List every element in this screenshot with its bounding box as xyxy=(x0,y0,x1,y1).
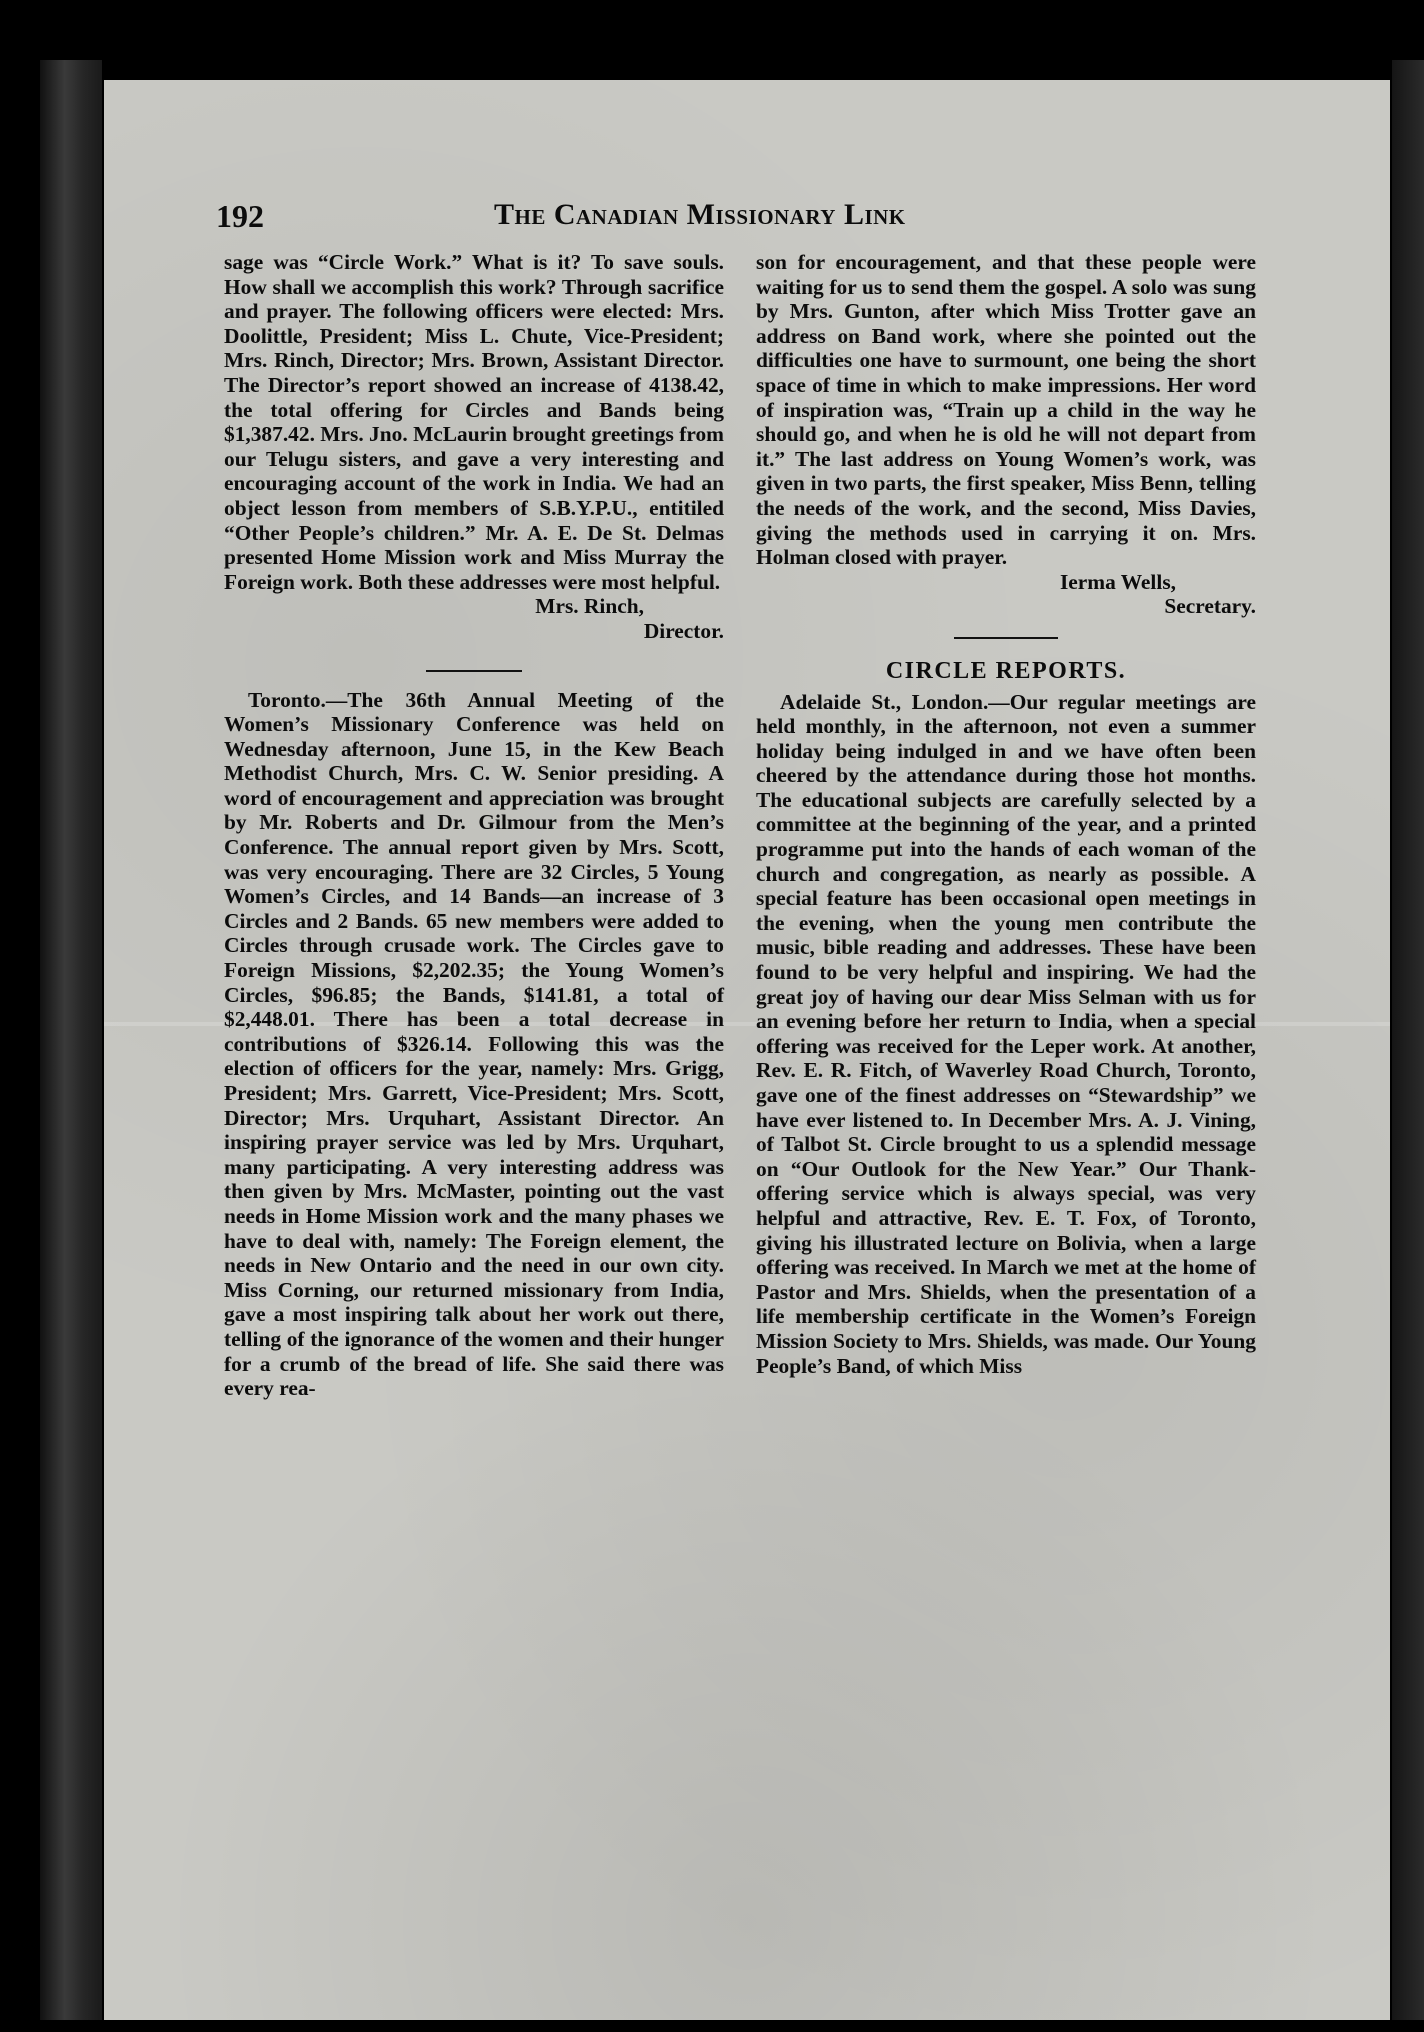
section-divider xyxy=(954,637,1058,639)
document-page xyxy=(104,80,1390,2020)
left-signature-name: Mrs. Rinch, xyxy=(535,594,644,619)
london-report-paragraph: Adelaide St., London.—Our regular meetings are held monthly, in the afternoon, not even a summer holiday being indulged in and we have often been cheered by the attendance during those hot months. The educational subjects are carefully selected by a committee at the beginning of the year, and a printed programme put into the hands of each woman of the church and congregation, as nearly as possible. A special feature has been occasional open meetings in the evening, when the young men contribute the music, bible reading and addresses. These have been found to be very helpful and inspiring. We had the great joy of having our dear Miss Selman with us for an evening before her return to India, when a special offering was received for the Leper work. At another, Rev. E. R. Fitch, of Waverley Road Church, Toronto, gave one of the finest addresses on “Stewardship” we have ever listened to. In December Mrs. A. J. Vining, of Talbot St. Circle brought to us a splendid message on “Our Outlook for the New Year.” Our Thank-offering service which is always special, was very helpful and attractive, Rev. E. T. Fox, of Toronto, giving his illustrated lecture on Bolivia, when a large offering was received. In March we met at the home of Pastor and Mrs. Shields, when the presentation of a life membership certificate in the Women’s Foreign Mission Society to Mrs. Shields, was made. Our Young People’s Band, of which Miss xyxy=(756,689,1256,1378)
facing-page-edge xyxy=(1392,60,1424,2020)
right-column xyxy=(756,250,1256,1378)
running-title: The Canadian Missionary Link xyxy=(494,198,906,231)
right-paragraph-continued: son for encouragement, and that these people were waiting for us to send them the gospel. A solo was sung by Mrs. Gunton, after which Miss Trotter gave an address on Band work, where she pointed out the difficulties one have to surmount, one being the short space of time in which to make impressions. Her word of inspiration was, “Train up a child in the way he should go, and when he is old he will not depart from it.” The last address on Young Women’s work, was given in two parts, the first speaker, Miss Benn, telling the needs of the work, and the second, Miss Davies, giving the methods used in carrying it on. Mrs. Holman closed with prayer. xyxy=(756,250,1256,570)
page-header xyxy=(104,198,1390,238)
section-divider xyxy=(426,670,522,672)
left-paragraph-continued: sage was “Circle Work.” What is it? To save souls. How shall we accomplish this work? Through sacrifice and prayer. The following officers were elected: Mrs. Doolittle, President; Miss L. Chute, Vice-President; Mrs. Rinch, Director; Mrs. Brown, Assistant Director. The Director’s report showed an increase of 4138.42, the total offering for Circles and Bands being $1,387.42. Mrs. Jno. McLaurin brought greetings from our Telugu sisters, and gave a very interesting and encouraging account of the work in India. We had an object lesson from members of S.B.Y.P.U., entitiled “Other People’s children.” Mr. A. E. De St. Delmas presented Home Mission work and Miss Murray the Foreign work. Both these addresses were most helpful. xyxy=(224,250,724,594)
left-column xyxy=(224,250,724,1401)
left-signature-title: Director. xyxy=(643,618,724,643)
right-signature-title: Secretary. xyxy=(1164,594,1256,619)
right-signature-name: Ierma Wells, xyxy=(1059,569,1176,594)
section-heading: CIRCLE REPORTS. xyxy=(885,657,1127,684)
book-spine-edge xyxy=(40,60,102,2020)
page-number: 192 xyxy=(216,198,264,234)
toronto-report-paragraph: Toronto.—The 36th Annual Meeting of the Women’s Missionary Conference was held on Wednesday afternoon, June 15, in the Kew Beach Methodist Church, Mrs. C. W. Senior presiding. A word of encouragement and appreciation was brought by Mr. Roberts and Dr. Gilmour from the Men’s Conference. The annual report given by Mrs. Scott, was very encouraging. There are 32 Circles, 5 Young Women’s Circles, and 14 Bands—an increase of 3 Circles and 2 Bands. 65 new members were added to Circles through crusade work. The Circles gave to Foreign Missions, $2,202.35; the Young Women’s Circles, $96.85; the Bands, $141.81, a total of $2,448.01. There has been a total decrease in contributions of $326.14. Following this was the election of officers for the year, namely: Mrs. Grigg, President; Mrs. Garrett, Vice-President; Mrs. Scott, Director; Mrs. Urquhart, Assistant Director. An inspiring prayer service was led by Mrs. Urquhart, many participating. A very interesting address was then given by Mrs. McMaster, pointing out the vast needs in Home Mission work and the many phases we have to deal with, namely: The Foreign element, the needs in New Ontario and the need in our own city. Miss Corning, our returned missionary from India, gave a most inspiring talk about her work out there, telling of the ignorance of the women and their hunger for a crumb of the bread of life. She said there was every rea- xyxy=(224,687,724,1401)
